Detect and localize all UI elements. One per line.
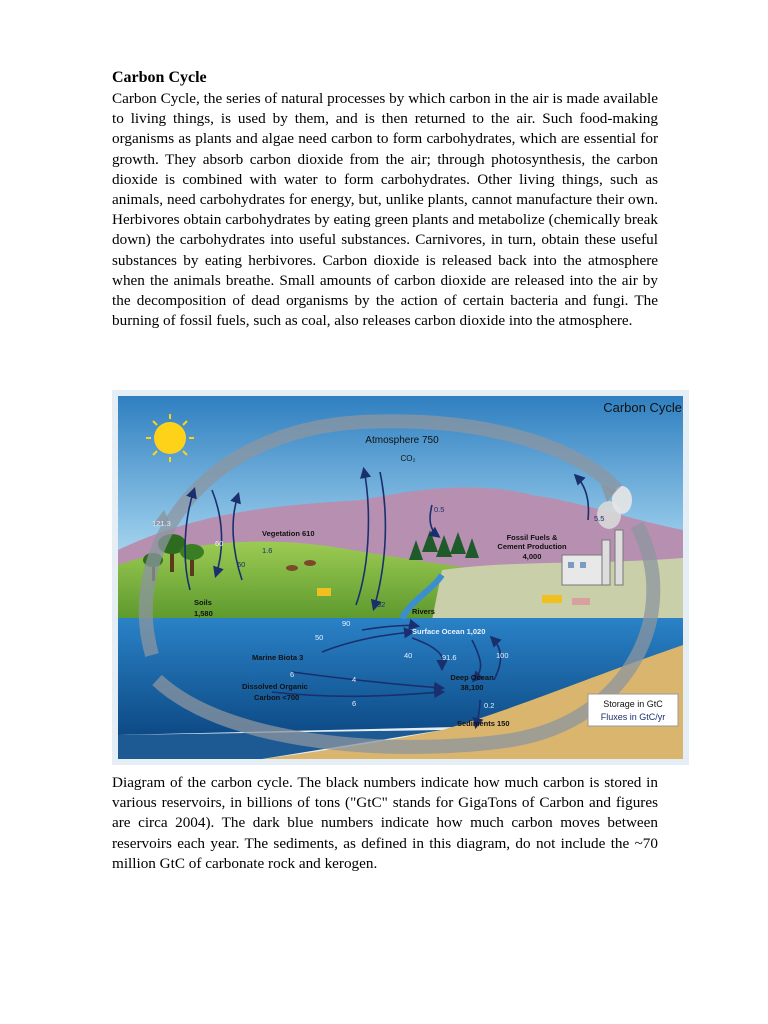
doc-label-2: Carbon <700 bbox=[254, 693, 300, 702]
legend-storage: Storage in GtC bbox=[603, 699, 663, 709]
flux-5-5: 5.5 bbox=[594, 514, 605, 523]
flux-91-6: 91.6 bbox=[442, 653, 457, 662]
flux-6-b: 6 bbox=[352, 699, 357, 708]
fossil-fuels-label-2: Cement Production bbox=[497, 542, 567, 551]
sediments-label: Sediments 150 bbox=[457, 719, 510, 728]
vegetation-label: Vegetation 610 bbox=[262, 529, 315, 538]
soils-label: Soils bbox=[194, 598, 212, 607]
flux-4: 4 bbox=[352, 675, 357, 684]
doc-label-1: Dissolved Organic bbox=[242, 682, 308, 691]
soils-value: 1,580 bbox=[194, 609, 213, 618]
surface-ocean-label: Surface Ocean 1,020 bbox=[412, 627, 486, 636]
deep-ocean-label: Deep Ocean bbox=[450, 673, 494, 682]
flux-60-b: 60 bbox=[237, 560, 246, 569]
deep-ocean-value: 38,100 bbox=[460, 683, 484, 692]
flux-100: 100 bbox=[496, 651, 509, 660]
flux-0-2: 0.2 bbox=[484, 701, 495, 710]
flux-0-5: 0.5 bbox=[434, 505, 445, 514]
diagram-canvas bbox=[112, 390, 689, 765]
flux-40: 40 bbox=[404, 651, 413, 660]
co2-label: CO₂ bbox=[400, 454, 416, 463]
carbon-cycle-diagram bbox=[112, 390, 689, 765]
flux-92: 92 bbox=[377, 600, 386, 609]
legend bbox=[588, 694, 678, 726]
tractor-icon bbox=[317, 588, 331, 596]
fossil-fuels-label-1: Fossil Fuels & bbox=[506, 533, 558, 542]
atmosphere-label: Atmosphere 750 bbox=[365, 435, 439, 446]
document-heading: Carbon Cycle bbox=[112, 69, 207, 86]
flux-1-6: 1.6 bbox=[262, 546, 273, 555]
caption-paragraph: Diagram of the carbon cycle. The black numbers indicate how much carbon is stored in various reservoirs, in billions of tons ("GtC" stands for GigaTons of Carbon and figures are circa 2004). The dark blue numbers indicate how much carbon moves between reservoirs each year. The sediments, as defined in this diagram, do not include the ~70 million GtC of carbonate rock and kerogen. bbox=[112, 774, 658, 872]
legend-fluxes: Fluxes in GtC/yr bbox=[600, 712, 666, 722]
flux-60-a: 60 bbox=[215, 539, 224, 548]
flux-50: 50 bbox=[315, 633, 324, 642]
flux-90: 90 bbox=[342, 619, 351, 628]
marine-biota-label: Marine Biota 3 bbox=[252, 653, 304, 662]
flux-121: 121.3 bbox=[152, 519, 171, 528]
diagram-title: Carbon Cycle bbox=[603, 400, 682, 415]
fossil-fuels-value: 4,000 bbox=[522, 552, 542, 561]
rivers-label: Rivers bbox=[412, 607, 435, 616]
intro-paragraph: Carbon Cycle, the series of natural processes by which carbon in the air is made available to living things, is used by them, and is then returned to the air. Such food-making organisms as plants and algae need carbon to form carbohydrates, which are essential for growth. They absorb carbon dioxide from the air; through photosynthesis, the carbon dioxide is combined with water to form carbohydrates. Other living things, such as animals, need carbohydrates for energy, but, unlike plants, cannot manufacture their own. Herbivores obtain carbohydrates by eating green plants and metabolize (chemically break down) the carbohydrates into useful substances. Carnivores, in turn, obtain these useful substances by eating herbivores. Carbon dioxide is released back into the atmosphere when the animals breathe. Small amounts of carbon dioxide are released into the air by the decomposition of dead organisms by the action of certain bacteria and fungi. The burning of fossil fuels, such as coal, also releases carbon dioxide into the atmosphere. bbox=[112, 90, 658, 330]
flux-6: 6 bbox=[290, 670, 295, 679]
